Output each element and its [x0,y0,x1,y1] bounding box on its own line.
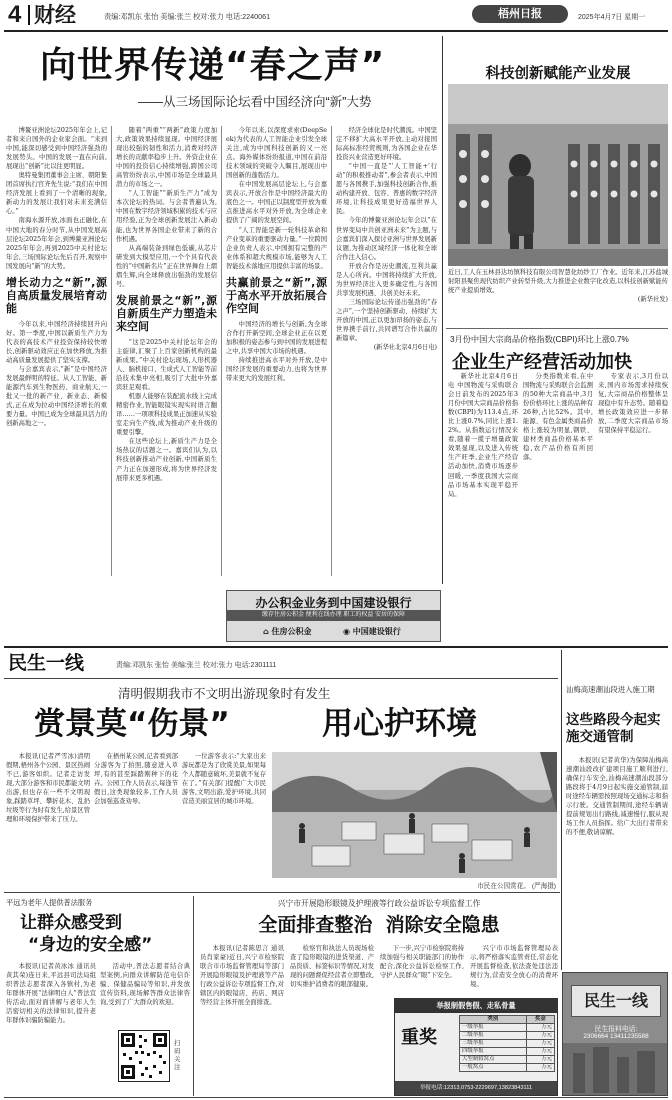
lead-paragraph: 开放合作是历史潮流,互利共赢是人心所向。中国将持续扩大开放,为世界经济注入更多确定性,与各国共享发展机遇、共创美好未来。 [336,262,437,297]
minsheng-section: 民生一线 [8,652,85,674]
pingyuan-kicker: 平远为老年人提供普法服务 [6,898,93,907]
qingming-title-a: 赏景莫“伤景” [34,706,230,742]
ad-tagline: 缴存住房公积金 便利在线办理 职工的权益 安居的保障 [261,612,405,618]
promo-hotline-label: 民生报料电话: [594,1026,638,1033]
pingyuan-col-1 [6,962,96,1094]
paper-name: 梧州日报 [498,7,542,20]
lead-paragraph: 三场国际论坛传递出强劲的“春之声”,一个坚持创新驱动、持续扩大开放的中国,正以更加昂扬的姿态,与世界携手前行,共同谱写合作共赢的新篇章。 [336,298,437,343]
lead-paragraph: 博鳌亚洲论坛2025年年会上,记者和来自国外的企业家会面。“来到中国,能深切感受到中国经济强劲的发展势头。中国的发展一直在向前,展现出“创新”比以往更明显。 [6,127,107,171]
minsheng-editor-line: 责编:邓凯东 张怡 美编:张兰 校对:张力 电话:2301111 [116,662,277,669]
cbpi-paragraph: 分类指数来看,在中国物流与采购联合会监测的50种大宗商品中,3月份价格环比上涨的品种有26种,占比52%。其中,能源、有色金属类商品价格上涨较为明显,钢铁、建材类商品价格基本平稳,农产品价格有所回落。 [523,373,593,462]
traffic-title: 这些路段今起实施交通管制 [566,712,661,745]
ad-logo-1 [263,624,333,639]
column-divider [193,896,194,1096]
award-row [460,1056,555,1064]
qingming-col-3 [182,752,266,878]
column-divider [111,126,112,576]
cbpi-kicker: 3月份中国大宗商品价格指数(CBPI)环比上涨0.7% [450,335,629,344]
column-divider [331,126,332,576]
bank-logo-icon: ◉ [343,627,350,636]
promo-title: 民生一线 [583,991,648,1010]
editor-line: 责编:邓凯东 张怡 美编:张兰 校对:张力 电话:2240061 [104,12,271,21]
tech-caption-text: 近日,工人在玉林县达坊镇科技有限公司智慧化纺纱工厂作业。近年来,江苏盐城射阳县聚焦现代纺织产业转型升级,大力推进企业数字化改造,以科技创新赋能传统产业提质增效。 [448,269,668,294]
lead-subhead: 发展前景之“新”,源自新质生产力塑造未来空间 [116,293,217,333]
inspect-col-1 [200,944,284,1056]
tech-caption [448,268,668,326]
award-hotline: 举报电话:12313,0753-2229697,13823843111 [419,1085,533,1091]
lead-paragraph: 奥特曼集团董事会主席、朝阳集团首席执行官齐先生说:“我们在中国经济发展上看到了一个清晰的现象,新动力的发展让我们对未来充满信心。” [6,172,107,216]
traffic-kicker: 汕梅高速潮汕段进入施工期 [566,685,655,694]
cbpi-col-2 [523,372,593,580]
lead-col-3 [226,126,327,578]
house-icon: ⌂ [263,627,269,636]
tech-photo [448,84,668,266]
paper-name-badge [472,5,568,23]
lead-paragraph: 今年以来,中国经济持续回升向好。第一季度,中国以新质生产力为代表的高技术产业投资保持较快增长,创新驱动效应正在加快释放,为推动高质量发展提供了坚实支撑。 [6,320,107,364]
award-ad [394,998,558,1096]
inspect-title: 全面排查整治 消除安全隐患 [258,914,500,936]
award-cell: 万元 [526,1048,554,1056]
pingyuan-title-2: “身边的安全感” [28,935,153,955]
inspect-paragraph: 下一步,兴宁市检察院将持续加强与相关职能部门的协作配合,深化公益诉讼检察工作,守护人民群众“眼”下安全。 [380,945,464,980]
qingming-col-1 [6,752,90,878]
lead-paragraph: 今年的博鳌亚洲论坛年会以“在世界变局中共创亚洲未来”为主题,与会嘉宾们深入探讨亚洲与世界发展新议题,为推动区域经济一体化和全球合作注入信心。 [336,217,437,261]
qr-code-image [119,1031,169,1081]
page-number: 4 [8,1,22,28]
section-subrule [4,678,558,679]
lead-paragraph: 持续推进高水平对外开放,是中国经济发展的重要动力,也将为世界带来更大的发展红利。 [226,356,327,383]
date-line: 2025年4月7日 星期一 [578,14,646,21]
cbpi-paragraph: 专家表示,3月份以来,国内市场需求持续恢复,大宗商品价格整体呈现稳中有升态势。随着稳增长政策效应进一步释放,二季度大宗商品市场有望保持平稳运行。 [598,373,668,435]
lead-paragraph: “中国一直是“‘人工智能+’行动”的积极推动者”,参会者表示,中国愿与各国携手,加强科技创新合作,推动构建开放、包容、普惠的数字经济环境,让科技成果更好造福世界人民。 [336,163,437,216]
tech-caption-sign: (新华社发) [637,296,668,303]
park-image [272,752,557,878]
award-cell: 三级举报 [460,1040,527,1048]
award-table [459,1015,555,1072]
lead-sign: (新华社北京4月6日电) [373,344,437,352]
award-row [460,1040,555,1048]
tech-header: 科技创新赋能产业发展 [485,66,631,82]
award-hotline-band [395,1081,557,1095]
bank-ad [226,590,441,642]
award-banner: 举报制假售假、走私骨量 [436,1001,516,1010]
park-photo-caption [190,880,556,890]
lead-subhead: 共赢前景之“新”,源于高水平开放拓展合作空间 [226,275,327,315]
inspect-paragraph: 兴宁市市场监督管理局表示,将严格落实监管责任,常态化开展监督检查,依法查处违法违规行为,营造安全放心的消费环境。 [470,945,558,989]
lead-paragraph: “人工智能”“新质生产力”成为本次论坛的热词。与会者普遍认为,中国在数字经济领域积累的技术与应用经验,正为全球创新发展注入新动能,也为世界各国企业带来了新的合作机遇。 [116,190,217,243]
inspect-paragraph: 本报讯(记者陈思言 通讯员肖家豪)近日,兴宁市检察院联合市市场监督管理局等部门开展隐形眼镜及护理液等产品行政公益诉讼专项监督工作,对辖区内的眼镜店、药店、网店等经营主体开展全面排查。 [200,945,284,1007]
lead-paragraph: 南海水源开放,冰面也正融化,在中国大地的春分时节,从中国发展高层论坛2025年年会,到博鳌亚洲论坛2025年年会,再到2025中关村论坛年会,三场国际论坛先后召开,观察中国发展向“新”的大势。 [6,217,107,270]
award-row [460,1048,555,1056]
cbpi-paragraph: 新华社北京4月6日电 中国物流与采购联合会日前发布的2025年3月份中国大宗商品价格指数(CBPI)为113.4点,环比上涨0.7%,同比上涨1.2%。从指数运行情况来看,随着一揽子增量政策效果显现,以及进入传统生产旺季,企业生产经营活动加快,消费市场逐步回暖,一季度我国大宗商品市场基本实现平稳开局。 [448,373,518,498]
lead-subtitle: ——从三场国际论坛看中国经济向“新”大势 [138,95,372,109]
award-cell: 二级举报 [460,1032,527,1040]
cbpi-top-rule [446,328,668,329]
block-rule [4,892,560,893]
park-caption-sign: (严海摄) [531,883,556,890]
qingming-kicker: 清明假期我市不文明出游现象时有发生 [118,686,331,701]
park-caption-text: 市民在公园赏花。 [477,883,530,890]
cbpi-col-3 [598,372,668,580]
section-name: 财经 [34,3,76,27]
award-col-header: 类别 [460,1016,527,1024]
lead-paragraph: 中国经济的增长与创新,为全球合作打开新空间,全球企业正在以更加积极的姿态参与到中国的发展进程之中,共享中国大市场的机遇。 [226,320,327,355]
lead-col-2 [116,126,217,578]
award-cell: 大型制假窝点 [460,1056,527,1064]
award-cell: 万元 [526,1040,554,1048]
pingyuan-paragraph: 活动中,普法志愿者结合典型案例,向群众讲解防范电信诈骗、保健品骗局等知识,并发放宣传资料,现场解答群众法律咨询,受到了广大群众的欢迎。 [100,963,190,1007]
award-row [460,1032,555,1040]
column-divider [221,126,222,576]
cbpi-title: 企业生产经营活动加快 [452,352,632,373]
pingyuan-paragraph: 本报讯(记者黄冰冰 通讯员黄其荣)连日来,平远县司法局组织普法志愿者深入各镇村,为老年群体开展“法律明白人”普法宣传活动,面对面讲解与老年人生活密切相关的法律知识,提升老年群体识骗防骗能力。 [6,963,96,1025]
lead-title: 向世界传递“春之声” [40,45,386,86]
ad-logo-2-text: 中国建设银行 [352,627,401,636]
lead-paragraph: 今年以来,以深度求索(DeepSeek)为代表的人工智能企业引发全球关注,成为中国科技创新的又一亮点。海外媒体纷纷报道,中国在前沿技术领域的突破令人瞩目,展现出中国创新的蓬勃活力。 [226,127,327,180]
lead-paragraph: 在中国发展高层论坛上,与会嘉宾表示,开放合作是中国经济最大的底色之一。中国正以制度型开放为重点推进高水平对外开放,为全球企业提供了广阔的发展空间。 [226,181,327,225]
award-big: 重奖 [401,1027,437,1048]
award-cell: 万元 [526,1024,554,1032]
award-row [460,1024,555,1032]
lead-paragraph: 机器人能够在装配流水线上完成精密作业,智能眼镜实现实时语言翻译……一项项科技成果正加速从实验室走向生产线,成为推动产业升级的重要引擎。 [116,393,217,437]
lead-paragraph: 经济全球化是时代潮流。中国坚定不移扩大高水平开放,主动对接国际高标准经贸规则,为各国企业在华投资兴业营造更好环境。 [336,127,437,162]
qingming-paragraph: 在梧州某公园,记者看到部分游客为了拍照,随意进入草坪,有的甚至踩踏刚种下的花卉。公园工作人员表示,每逢节假日,这类现象较多,工作人员会加强巡查劝导。 [94,753,178,806]
page-number-divider [28,5,30,25]
lead-paragraph: 随着“两重”“两新”政策力度加大,政策效果持续显现。中国经济展现出较强的韧性和活力,消费对经济增长的贡献率稳步上升。外资企业在中国的投资信心持续增强,跨国公司高管纷纷表示,中国市场是全球最具潜力的市场之一。 [116,127,217,189]
inspect-col-4 [470,944,558,996]
ad-tagline-band [227,610,440,621]
award-col-header: 奖金 [526,1016,554,1024]
section-divider [442,36,443,584]
lead-subhead: 增长动力之“新”,源自高质量发展培育动能 [6,275,107,315]
award-cell: 一级举报 [460,1024,527,1032]
award-banner-band [395,999,557,1013]
traffic-paragraph: 本报讯(记者黄华)为保障汕梅高速潮汕段改扩建项目施工顺利进行,确保行车安全,汕梅高速潮汕段部分路段将于4月9日起实施交通管制,届时途经车辆需按照现场交通标志和指示行驶。交通管制期间,途经车辆请提前规划出行路线,减速慢行,服从现场工作人员指挥。给广大出行者带来的不便,敬请谅解。 [566,757,668,837]
park-photo [272,752,557,878]
lead-paragraph: “人工智能是新一轮科技革命和产业变革的重要驱动力量。”一位跨国企业负责人表示,中国拥有完整的产业体系和超大规模市场,能够为人工智能技术落地应用提供丰富的场景。 [226,226,327,270]
inspect-paragraph: 检察官和执法人员现场检查了隐形眼镜的进货渠道、产品资质、标签标识等情况,对发现的问题督促经营者立即整改,切实维护消费者的眼部健康。 [290,945,374,989]
award-cell: 万元 [526,1064,554,1072]
lead-paragraph: 与会嘉宾表示,“新”是中国经济发展最鲜明的特征。从人工智能、新能源汽车到生物医药、商业航天,一批又一批的新产业、新业态、新模式,正在成为拉动中国经济增长的重要力量。中国已成为全球最具活力的创新高地之一。 [6,365,107,428]
inspect-kicker: 兴宁市开展隐形眼镜及护理液等行政公益诉讼专项监督工作 [277,899,481,908]
section-divider [561,650,562,970]
masthead-rule [4,30,668,32]
award-row [460,1064,555,1072]
promo-hotline: 2306664 13411235588 [583,1033,649,1040]
section-rule [4,646,668,648]
qr-caption: 扫码关注 [174,1040,181,1071]
pingyuan-col-2 [100,962,190,1024]
qr-code[interactable] [118,1030,170,1082]
qingming-paragraph: 一位游客表示:“大家出来游玩都是为了欣赏美景,如果每个人都随意破坏,美景就不复存在了。”有关部门提醒广大市民游客,文明出游,爱护环境,共同营造美丽宜居的城市环境。 [182,753,266,806]
page-bottom-rule [4,1097,668,1098]
lead-paragraph: “这是2025中关村论坛年会的主旋律,汇聚了上百家创新机构的最新成果。”中关村论坛现场,人形机器人、脑机接口、生成式人工智能等前沿技术集中亮相,吸引了大批中外嘉宾驻足观看。 [116,338,217,392]
ad-slogan: 办公积金业务到中国建设银行 [255,596,412,610]
cbpi-col-1 [448,372,518,580]
award-cell: 万元 [526,1032,554,1040]
ad-logo-2 [343,624,423,639]
qingming-paragraph: 本报讯(记者严雪冰)清明假期,梧州各个公园、景区热闹不已,游客如织。记者走访发现,大部分游客和市民都能文明出游,但也存在一些不文明现象,踩踏草坪、攀折花木、乱扔垃圾等行为时有发生,给景区管理和环境保护带来了压力。 [6,753,90,824]
award-cell: 万元 [526,1056,554,1064]
traffic-body [566,756,668,966]
award-cell: 一般窝点 [460,1064,527,1072]
award-table-header [460,1016,555,1024]
lead-col-1 [6,126,107,578]
qingming-title-b: 用心护环境 [322,706,477,742]
inspect-col-2 [290,944,374,1056]
promo-box [562,972,668,1096]
lead-col-4 [336,126,437,578]
pingyuan-title-1: 让群众感受到 [20,913,122,933]
lead-paragraph: 从高端装备到绿色低碳,从芯片研发到大模型应用,一个个具有代表性的“中国新名片”正在世界舞台上熠熠生辉,向全球释放出强劲的发展信号。 [116,244,217,288]
lead-paragraph: 在这些论坛上,新质生产力是全场热议的话题之一。嘉宾们认为,以科技创新推动产业创新,中国新质生产力正在加速形成,将为世界经济发展带来更多机遇。 [116,438,217,482]
factory-image [448,84,668,266]
award-cell: 四级举报 [460,1048,527,1056]
ad-logo-1-text: 住房公积金 [271,627,312,636]
qingming-col-2 [94,752,178,878]
promo-title-box [571,985,661,1017]
masthead [0,0,672,30]
